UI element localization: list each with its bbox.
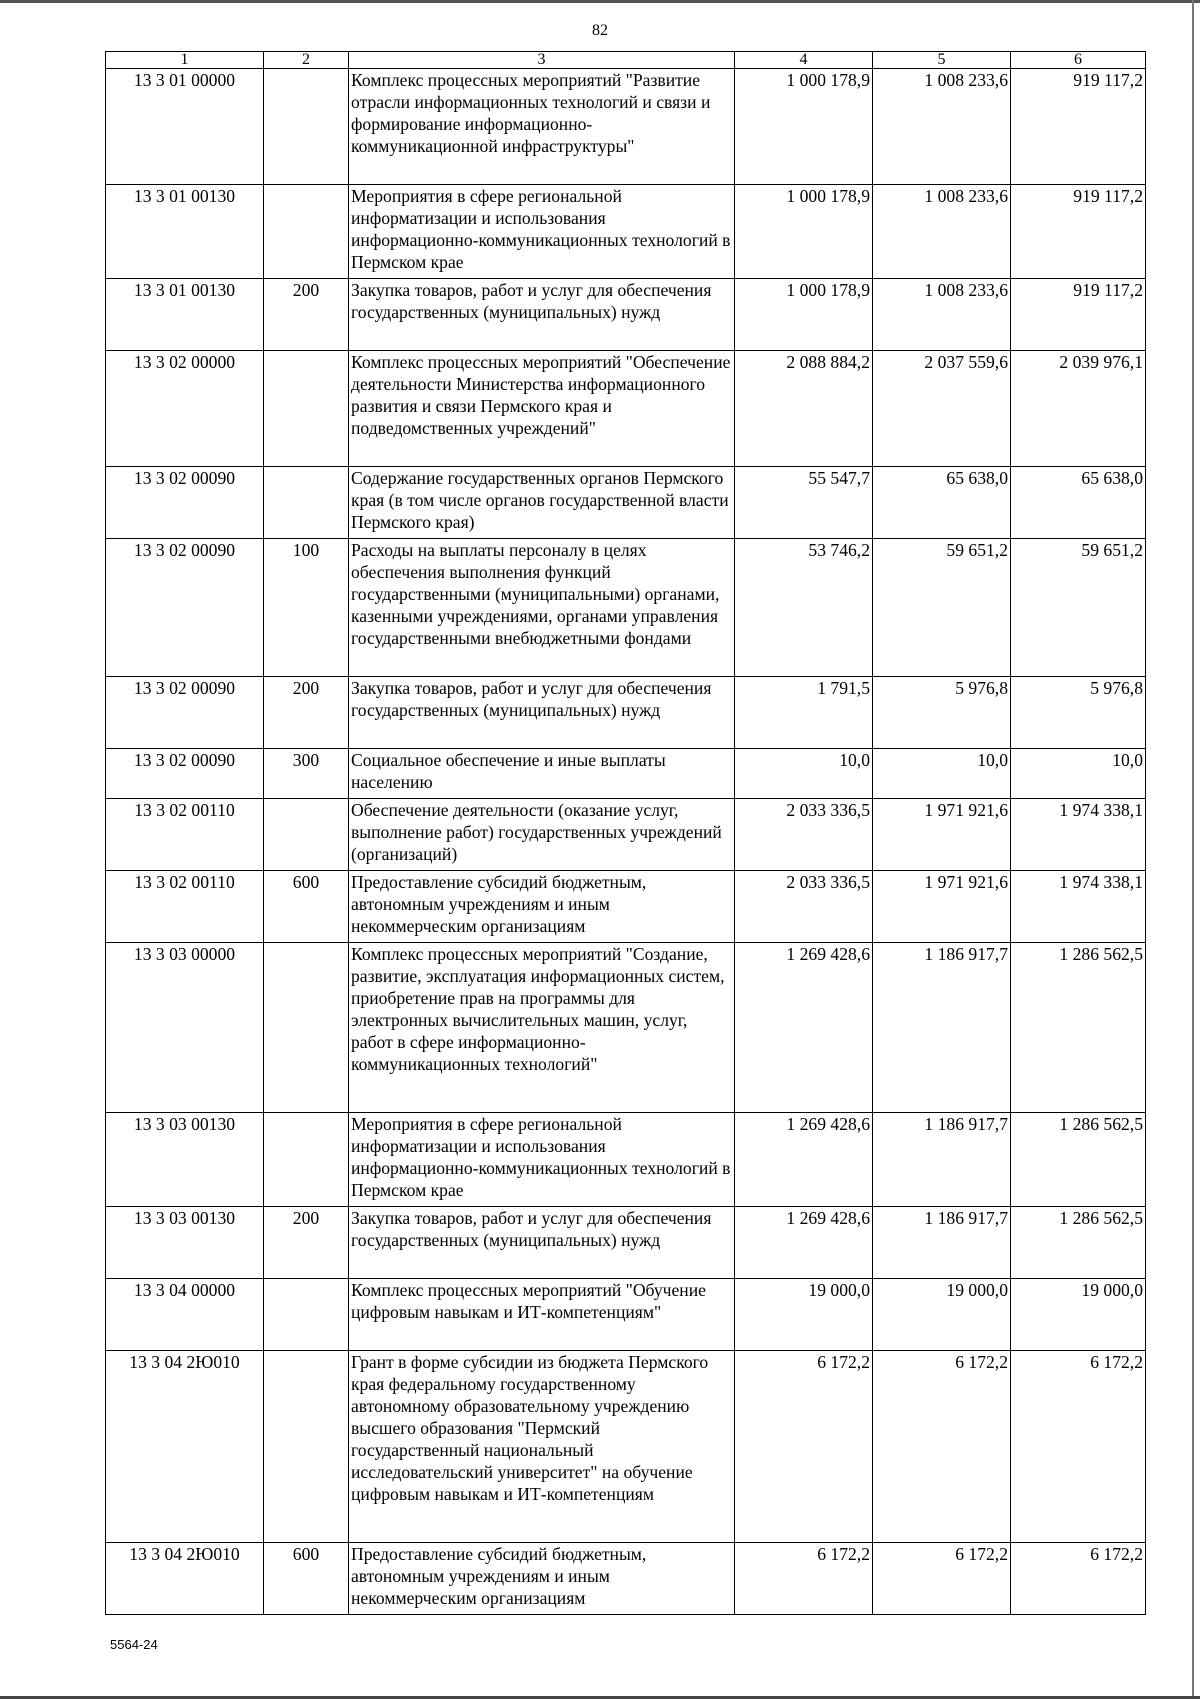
row-kvr-cell	[264, 1279, 349, 1351]
row-value-col5: 6 172,2	[873, 1351, 1011, 1543]
row-description-cell: Закупка товаров, работ и услуг для обеспечения государственных (муниципальных) нужд	[349, 1207, 735, 1279]
row-value-col6: 1 286 562,5	[1011, 1113, 1146, 1207]
row-code-cell: 13 3 03 00130	[106, 1113, 264, 1207]
row-kvr-cell: 600	[264, 1543, 349, 1615]
row-code-cell: 13 3 02 00090	[106, 677, 264, 749]
row-value-col6: 5 976,8	[1011, 677, 1146, 749]
row-kvr-cell: 100	[264, 539, 349, 677]
row-value-col6: 59 651,2	[1011, 539, 1146, 677]
row-value-col6: 6 172,2	[1011, 1543, 1146, 1615]
row-value-col5: 6 172,2	[873, 1543, 1011, 1615]
row-value-col4: 2 033 336,5	[735, 799, 873, 871]
row-code-cell: 13 3 04 2Ю010	[106, 1351, 264, 1543]
row-description-cell: Расходы на выплаты персоналу в целях обеспечения выполнения функций государственными (муниципальными) органами, казенными учреждениями, органами управления государственными внебюджетными фондами	[349, 539, 735, 677]
row-kvr-cell	[264, 799, 349, 871]
row-code-cell: 13 3 01 00000	[106, 69, 264, 185]
row-kvr-cell: 200	[264, 677, 349, 749]
table-row	[106, 677, 1146, 749]
row-value-col4: 2 033 336,5	[735, 871, 873, 943]
row-value-col4: 19 000,0	[735, 1279, 873, 1351]
table-row	[106, 1543, 1146, 1615]
row-code-cell: 13 3 02 00000	[106, 351, 264, 467]
row-value-col5: 19 000,0	[873, 1279, 1011, 1351]
page-number: 82	[592, 22, 608, 39]
row-value-col6: 10,0	[1011, 749, 1146, 799]
row-description-cell: Комплекс процессных мероприятий "Создание, развитие, эксплуатация информационных систем, приобретение прав на программы для электронных вычислительных машин, услуг, работ в сфере информационно-коммуникационных технологий"	[349, 943, 735, 1113]
row-value-col5: 1 008 233,6	[873, 69, 1011, 185]
row-value-col5: 1 008 233,6	[873, 279, 1011, 351]
table-row	[106, 539, 1146, 677]
row-value-col5: 65 638,0	[873, 467, 1011, 539]
row-code-cell: 13 3 03 00000	[106, 943, 264, 1113]
table-row	[106, 351, 1146, 467]
budget-table	[105, 51, 1146, 1615]
row-value-col6: 65 638,0	[1011, 467, 1146, 539]
document-id: 5564-24	[110, 1637, 158, 1652]
column-header: 6	[1011, 52, 1146, 69]
row-value-col5: 59 651,2	[873, 539, 1011, 677]
row-code-cell: 13 3 01 00130	[106, 185, 264, 279]
row-description-cell: Обеспечение деятельности (оказание услуг, выполнение работ) государственных учреждений (организаций)	[349, 799, 735, 871]
row-value-col5: 1 971 921,6	[873, 871, 1011, 943]
row-value-col6: 1 974 338,1	[1011, 799, 1146, 871]
table-row	[106, 1113, 1146, 1207]
table-header-row	[106, 52, 1146, 69]
row-description-cell: Мероприятия в сфере региональной информатизации и использования информационно-коммуникационных технологий в Пермском крае	[349, 185, 735, 279]
row-value-col5: 1 186 917,7	[873, 943, 1011, 1113]
row-value-col6: 919 117,2	[1011, 185, 1146, 279]
row-description-cell: Комплекс процессных мероприятий "Обеспечение деятельности Министерства информационного развития и связи Пермского края и подведомственных учреждений"	[349, 351, 735, 467]
row-code-cell: 13 3 02 00110	[106, 799, 264, 871]
table-row	[106, 467, 1146, 539]
row-description-cell: Предоставление субсидий бюджетным, автономным учреждениям и иным некоммерческим организациям	[349, 1543, 735, 1615]
table-row	[106, 69, 1146, 185]
row-value-col4: 1 000 178,9	[735, 185, 873, 279]
row-value-col4: 55 547,7	[735, 467, 873, 539]
row-kvr-cell: 200	[264, 1207, 349, 1279]
row-description-cell: Комплекс процессных мероприятий "Обучение цифровым навыкам и ИТ-компетенциям"	[349, 1279, 735, 1351]
row-description-cell: Социальное обеспечение и иные выплаты населению	[349, 749, 735, 799]
row-value-col6: 1 286 562,5	[1011, 1207, 1146, 1279]
row-kvr-cell	[264, 185, 349, 279]
row-code-cell: 13 3 04 00000	[106, 1279, 264, 1351]
row-value-col4: 1 269 428,6	[735, 1207, 873, 1279]
row-code-cell: 13 3 03 00130	[106, 1207, 264, 1279]
row-value-col6: 1 974 338,1	[1011, 871, 1146, 943]
table-row	[106, 799, 1146, 871]
column-header: 3	[349, 52, 735, 69]
row-kvr-cell	[264, 351, 349, 467]
row-value-col5: 2 037 559,6	[873, 351, 1011, 467]
row-kvr-cell	[264, 69, 349, 185]
row-description-cell: Предоставление субсидий бюджетным, автономным учреждениям и иным некоммерческим организациям	[349, 871, 735, 943]
table-row	[106, 1351, 1146, 1543]
row-value-col5: 1 186 917,7	[873, 1207, 1011, 1279]
row-description-cell: Грант в форме субсидии из бюджета Пермского края федеральному государственному автономному образовательному учреждению высшего образования "Пермский государственный национальный исследовательский университет" на обучение цифровым навыкам и ИТ-компетенциям	[349, 1351, 735, 1543]
row-code-cell: 13 3 02 00110	[106, 871, 264, 943]
row-kvr-cell	[264, 467, 349, 539]
row-value-col4: 10,0	[735, 749, 873, 799]
row-code-cell: 13 3 02 00090	[106, 539, 264, 677]
row-code-cell: 13 3 01 00130	[106, 279, 264, 351]
row-value-col5: 1 008 233,6	[873, 185, 1011, 279]
row-value-col5: 1 971 921,6	[873, 799, 1011, 871]
row-value-col5: 5 976,8	[873, 677, 1011, 749]
row-value-col4: 1 269 428,6	[735, 1113, 873, 1207]
row-value-col6: 919 117,2	[1011, 279, 1146, 351]
row-kvr-cell	[264, 943, 349, 1113]
row-code-cell: 13 3 02 00090	[106, 467, 264, 539]
table-row	[106, 185, 1146, 279]
row-code-cell: 13 3 02 00090	[106, 749, 264, 799]
row-description-cell: Комплекс процессных мероприятий "Развитие отрасли информационных технологий и связи и формирование информационно-коммуникационной инфраструктуры"	[349, 69, 735, 185]
scan-edge-top	[0, 0, 1200, 3]
row-value-col4: 2 088 884,2	[735, 351, 873, 467]
table-row	[106, 749, 1146, 799]
row-kvr-cell: 200	[264, 279, 349, 351]
row-value-col5: 10,0	[873, 749, 1011, 799]
row-kvr-cell	[264, 1351, 349, 1543]
row-value-col4: 6 172,2	[735, 1351, 873, 1543]
row-value-col4: 53 746,2	[735, 539, 873, 677]
column-header: 4	[735, 52, 873, 69]
table-row	[106, 943, 1146, 1113]
row-value-col6: 19 000,0	[1011, 1279, 1146, 1351]
row-value-col4: 1 000 178,9	[735, 69, 873, 185]
row-value-col6: 6 172,2	[1011, 1351, 1146, 1543]
table-row	[106, 1279, 1146, 1351]
column-header: 1	[106, 52, 264, 69]
row-value-col5: 1 186 917,7	[873, 1113, 1011, 1207]
row-description-cell: Закупка товаров, работ и услуг для обеспечения государственных (муниципальных) нужд	[349, 677, 735, 749]
row-description-cell: Мероприятия в сфере региональной информатизации и использования информационно-коммуникационных технологий в Пермском крае	[349, 1113, 735, 1207]
table-row	[106, 871, 1146, 943]
table-row	[106, 1207, 1146, 1279]
row-value-col4: 1 269 428,6	[735, 943, 873, 1113]
row-value-col6: 919 117,2	[1011, 69, 1146, 185]
column-header: 5	[873, 52, 1011, 69]
row-kvr-cell	[264, 1113, 349, 1207]
row-code-cell: 13 3 04 2Ю010	[106, 1543, 264, 1615]
column-header: 2	[264, 52, 349, 69]
row-value-col6: 1 286 562,5	[1011, 943, 1146, 1113]
row-value-col4: 6 172,2	[735, 1543, 873, 1615]
row-value-col6: 2 039 976,1	[1011, 351, 1146, 467]
row-value-col4: 1 791,5	[735, 677, 873, 749]
row-description-cell: Содержание государственных органов Пермского края (в том числе органов государственной власти Пермского края)	[349, 467, 735, 539]
row-description-cell: Закупка товаров, работ и услуг для обеспечения государственных (муниципальных) нужд	[349, 279, 735, 351]
row-kvr-cell: 300	[264, 749, 349, 799]
scan-edge-right	[1192, 0, 1194, 1699]
row-value-col4: 1 000 178,9	[735, 279, 873, 351]
row-kvr-cell: 600	[264, 871, 349, 943]
table-row	[106, 279, 1146, 351]
